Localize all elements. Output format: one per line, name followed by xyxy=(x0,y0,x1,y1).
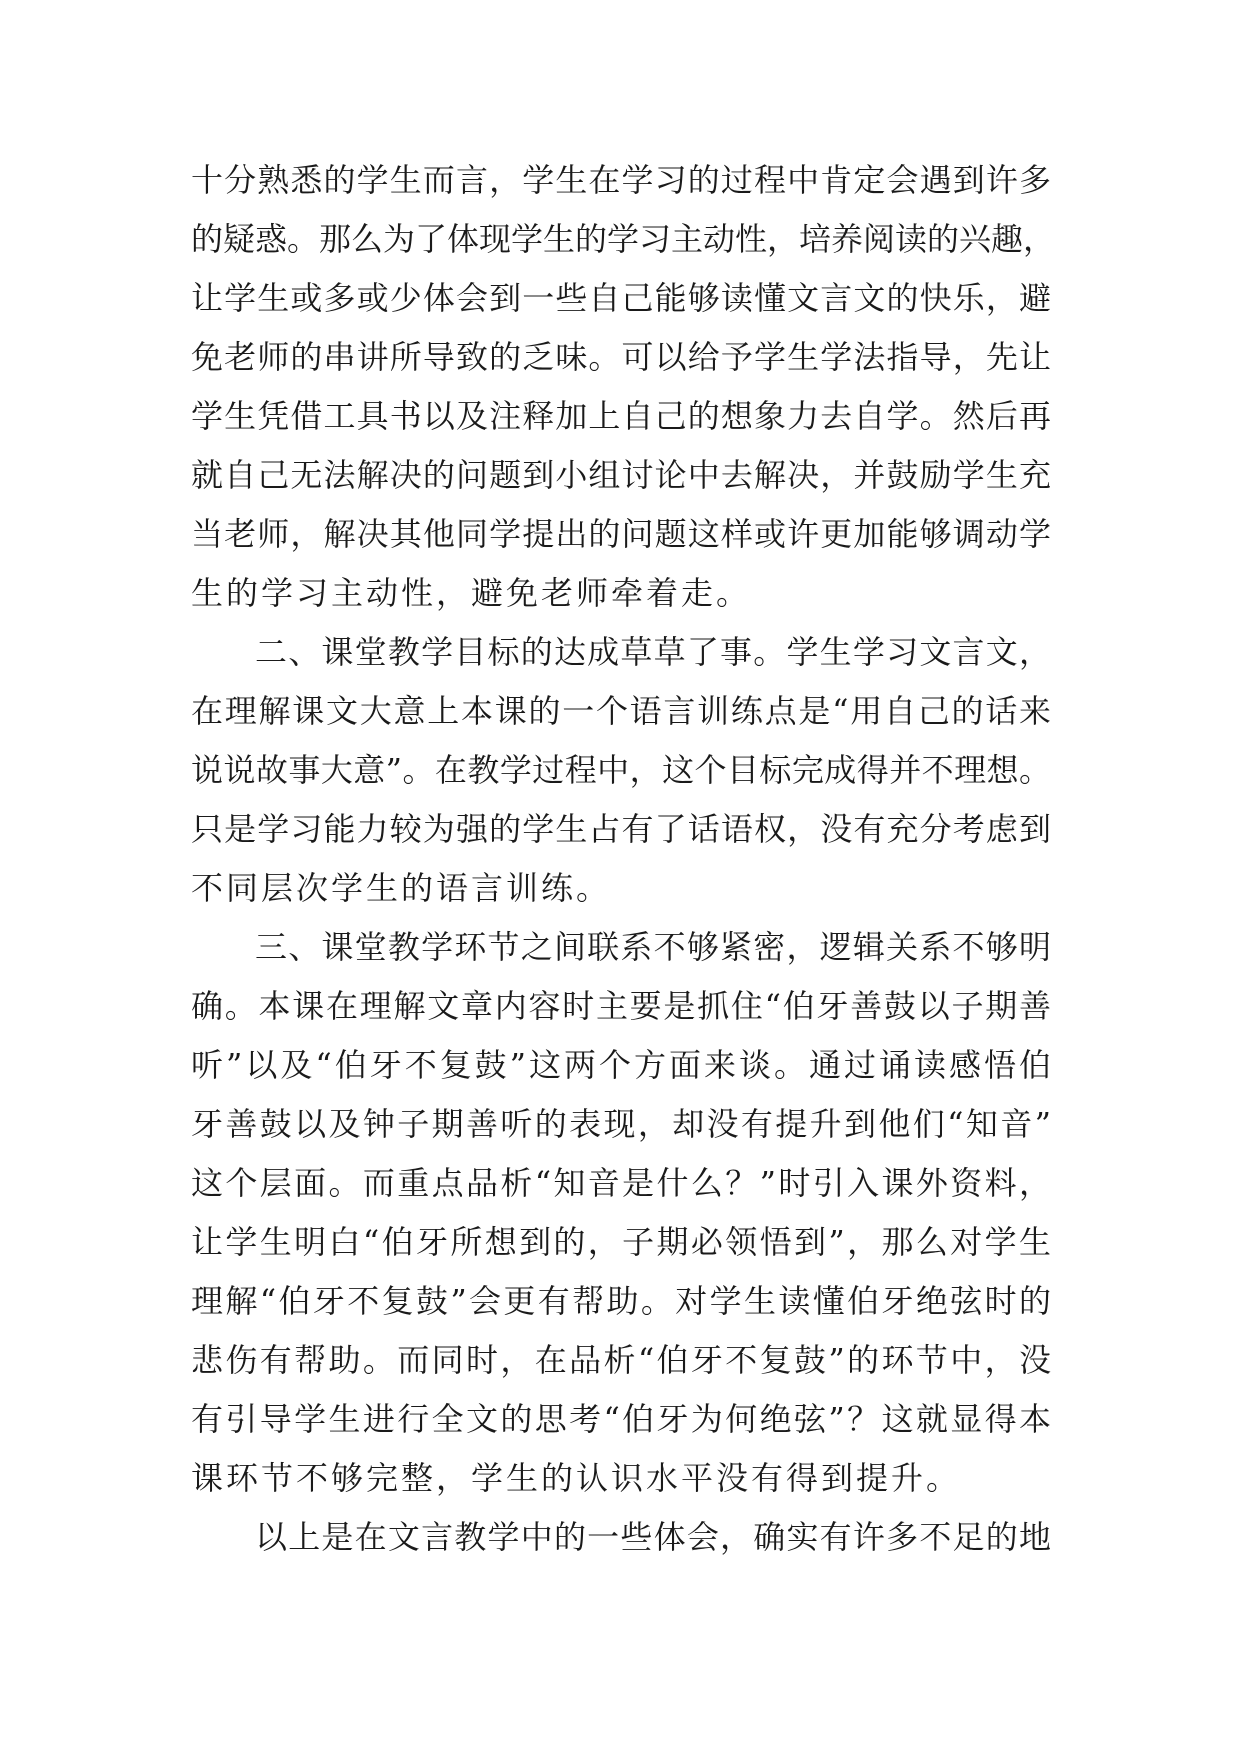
text-line: 牙善鼓以及钟子期善听的表现，却没有提升到他们“知音” xyxy=(191,1105,1051,1143)
text-line: 说说故事大意”。在教学过程中，这个目标完成得并不理想。 xyxy=(191,751,1051,789)
text-line: 只是学习能力较为强的学生占有了话语权，没有充分考虑到 xyxy=(191,810,1051,848)
text-line: 有引导学生进行全文的思考“伯牙为何绝弦”？这就显得本 xyxy=(191,1400,1051,1438)
text-line: 理解“伯牙不复鼓”会更有帮助。对学生读懂伯牙绝弦时的 xyxy=(191,1282,1051,1320)
paragraph-heading-2: 二、课堂教学目标的达成草草了事。学生学习文言文， xyxy=(255,633,1051,671)
text-line: 课环节不够完整，学生的认识水平没有得到提升。 xyxy=(191,1459,962,1497)
document-page xyxy=(191,151,1056,1567)
text-line: 免老师的串讲所导致的乏味。可以给予学生学法指导，先让 xyxy=(191,338,1051,376)
text-line: 当老师，解决其他同学提出的问题这样或许更加能够调动学 xyxy=(191,515,1051,553)
text-line: 生的学习主动性，避免老师牵着走。 xyxy=(191,574,752,612)
text-line: 十分熟悉的学生而言，学生在学习的过程中肯定会遇到许多 xyxy=(191,161,1051,199)
text-line: 的疑惑。那么为了体现学生的学习主动性，培养阅读的兴趣， xyxy=(191,220,1056,258)
text-line: 确。本课在理解文章内容时主要是抓住“伯牙善鼓以子期善 xyxy=(191,987,1051,1025)
text-line: 让学生或多或少体会到一些自己能够读懂文言文的快乐，避 xyxy=(191,279,1051,317)
text-line: 在理解课文大意上本课的一个语言训练点是“用自己的话来 xyxy=(191,692,1051,730)
text-line: 不同层次学生的语言训练。 xyxy=(191,869,612,907)
paragraph-conclusion: 以上是在文言教学中的一些体会，确实有许多不足的地 xyxy=(255,1518,1051,1556)
text-line: 让学生明白“伯牙所想到的，子期必领悟到”，那么对学生 xyxy=(191,1223,1051,1261)
text-line: 就自己无法解决的问题到小组讨论中去解决，并鼓励学生充 xyxy=(191,456,1051,494)
text-line: 听”以及“伯牙不复鼓”这两个方面来谈。通过诵读感悟伯 xyxy=(191,1046,1051,1084)
paragraph-heading-3: 三、课堂教学环节之间联系不够紧密，逻辑关系不够明 xyxy=(255,928,1051,966)
text-line: 学生凭借工具书以及注释加上自己的想象力去自学。然后再 xyxy=(191,397,1051,435)
document-body xyxy=(191,151,1056,1567)
text-line: 悲伤有帮助。而同时，在品析“伯牙不复鼓”的环节中，没 xyxy=(191,1341,1051,1379)
text-line: 这个层面。而重点品析“知音是什么？”时引入课外资料， xyxy=(191,1164,1051,1202)
